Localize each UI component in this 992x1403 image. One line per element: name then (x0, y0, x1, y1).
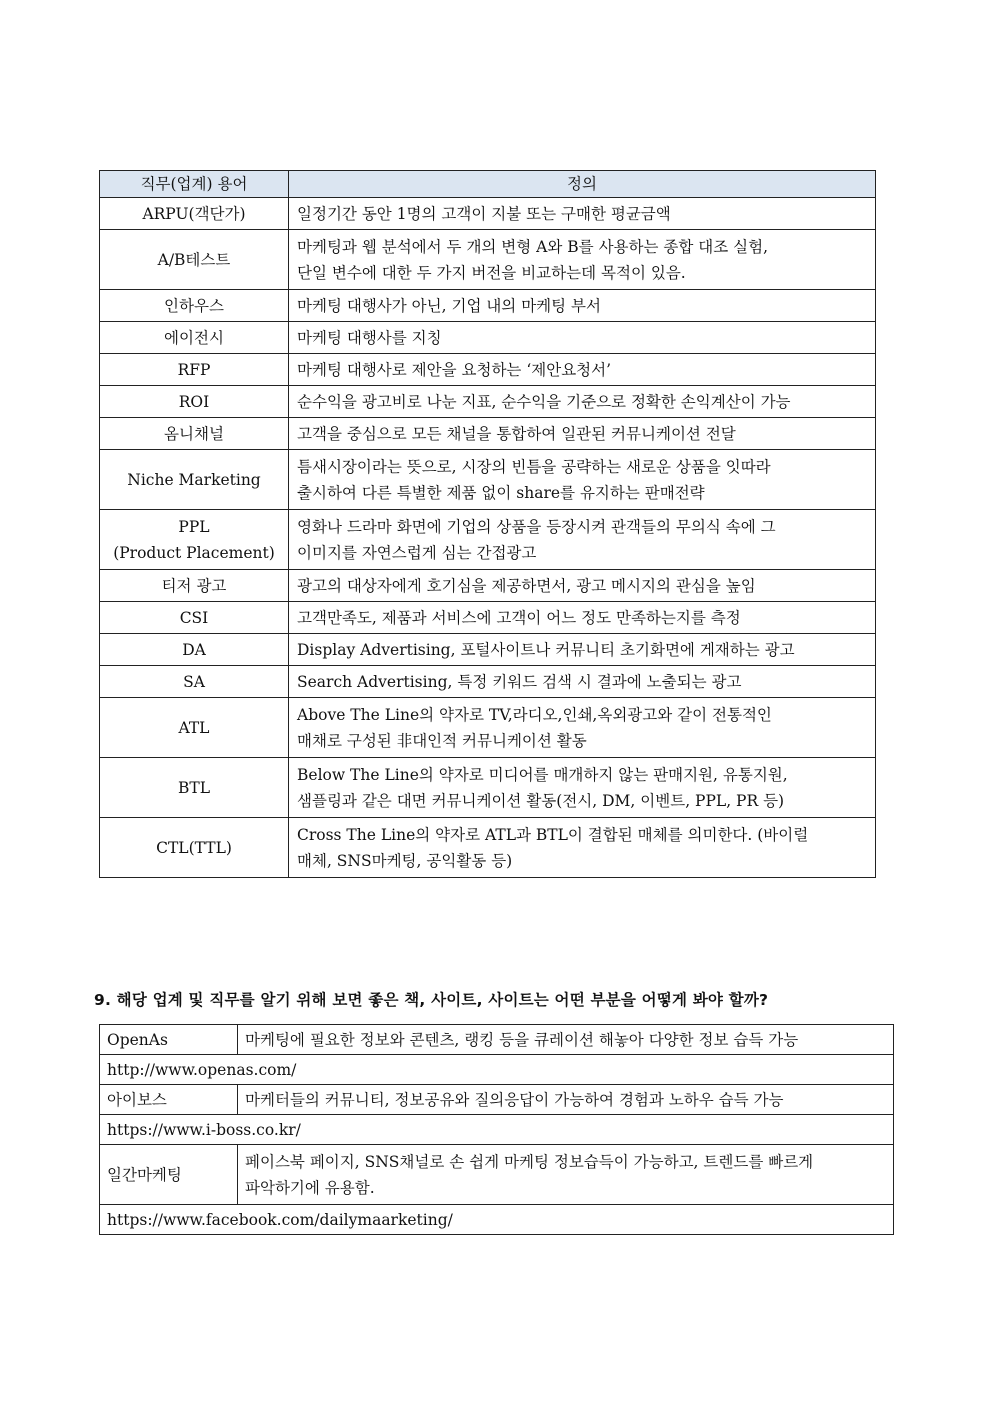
term-cell (100, 602, 289, 634)
definition-line: Below The Line의 약자로 미디어를 매개하지 않는 판매지원, 유통지원, (297, 765, 788, 784)
site-description (238, 1025, 894, 1055)
definition-line: Search Advertising, 특정 키워드 검색 시 결과에 노출되는 광고 (297, 672, 742, 691)
site-description-line: 마케터들의 커뮤니티, 정보공유와 질의응답이 가능하여 경험과 노하우 습득 가능 (245, 1090, 784, 1109)
definition-line: 매체, SNS마케팅, 공익활동 등) (297, 851, 513, 870)
site-url[interactable] (100, 1205, 894, 1235)
term-cell (100, 354, 289, 386)
site-url-link[interactable]: https://www.i-boss.co.kr/ (107, 1120, 301, 1139)
term-text: ATL (178, 718, 210, 737)
site-url[interactable] (100, 1115, 894, 1145)
site-description (238, 1145, 894, 1205)
term-cell (100, 666, 289, 698)
term-text: (Product Placement) (113, 543, 275, 562)
term-cell (100, 698, 289, 758)
term-row (100, 758, 876, 818)
definition-cell (289, 570, 876, 602)
term-text: BTL (177, 778, 211, 797)
site-row (100, 1145, 894, 1205)
site-url-row (100, 1205, 894, 1235)
site-description-line: 마케팅에 필요한 정보와 콘텐츠, 랭킹 등을 큐레이션 해놓아 다양한 정보 습득 가능 (245, 1030, 799, 1049)
term-row (100, 634, 876, 666)
header-term: 직무(업계) 용어 (100, 171, 289, 198)
sites-table (99, 1024, 894, 1235)
term-cell (100, 386, 289, 418)
term-cell (100, 818, 289, 878)
definition-line: Cross The Line의 약자로 ATL과 BTL이 결합된 매체를 의미한다. (바이럴 (297, 825, 809, 844)
term-row (100, 698, 876, 758)
term-row (100, 570, 876, 602)
terms-header-row (100, 171, 876, 198)
definition-cell (289, 818, 876, 878)
term-row (100, 418, 876, 450)
term-text: 티저 광고 (161, 576, 227, 595)
site-row (100, 1085, 894, 1115)
definition-cell (289, 450, 876, 510)
term-cell (100, 198, 289, 230)
term-cell (100, 758, 289, 818)
term-text: 인하우스 (164, 296, 224, 315)
term-cell (100, 290, 289, 322)
site-description-line: 페이스북 페이지, SNS채널로 손 쉽게 마케팅 정보습득이 가능하고, 트렌드를 빠르게 (245, 1152, 814, 1171)
definition-line: 틈새시장이라는 뜻으로, 시장의 빈틈을 공략하는 새로운 상품을 잇따라 (297, 457, 771, 476)
term-text: 옴니채널 (164, 424, 224, 443)
definition-line: Display Advertising, 포털사이트나 커뮤니티 초기화면에 게재하는 광고 (297, 640, 795, 659)
site-name: 아이보스 (100, 1085, 238, 1115)
term-row (100, 602, 876, 634)
term-text: ROI (178, 392, 210, 411)
definition-cell (289, 198, 876, 230)
term-row (100, 510, 876, 570)
definition-cell (289, 698, 876, 758)
definition-cell (289, 386, 876, 418)
site-name: 일간마케팅 (100, 1145, 238, 1205)
term-text: 에이전시 (164, 328, 224, 347)
definition-line: Above The Line의 약자로 TV,라디오,인쇄,옥외광고와 같이 전통적인 (297, 705, 772, 724)
term-row (100, 386, 876, 418)
terms-table (99, 170, 876, 878)
term-text: Niche Marketing (127, 470, 261, 489)
site-url[interactable] (100, 1055, 894, 1085)
definition-cell (289, 634, 876, 666)
term-text: CTL(TTL) (156, 838, 232, 857)
site-url-row (100, 1055, 894, 1085)
definition-line: 고객만족도, 제품과 서비스에 고객이 어느 정도 만족하는지를 측정 (297, 608, 741, 627)
section-heading: 9. 해당 업계 및 직무를 알기 위해 보면 좋은 책, 사이트, 사이트는 어떤 부분을 어떻게 봐야 할까? (94, 991, 769, 1009)
definition-line: 순수익을 광고비로 나눈 지표, 순수익을 기준으로 정확한 손익계산이 가능 (297, 392, 791, 411)
definition-line: 마케팅 대행사가 아닌, 기업 내의 마케팅 부서 (297, 296, 602, 315)
definition-cell (289, 230, 876, 290)
term-row (100, 322, 876, 354)
term-text: ARPU(객단가) (142, 204, 246, 223)
definition-cell (289, 602, 876, 634)
term-cell (100, 322, 289, 354)
definition-line: 일정기간 동안 1명의 고객이 지불 또는 구매한 평균금액 (297, 204, 671, 223)
definition-line: 이미지를 자연스럽게 심는 간접광고 (297, 543, 537, 562)
term-text: A/B테스트 (157, 250, 231, 269)
definition-cell (289, 758, 876, 818)
term-row (100, 198, 876, 230)
term-cell (100, 230, 289, 290)
term-text: SA (183, 672, 205, 691)
definition-line: 고객을 중심으로 모든 채널을 통합하여 일관된 커뮤니케이션 전달 (297, 424, 736, 443)
term-row (100, 818, 876, 878)
header-definition: 정의 (289, 171, 876, 198)
definition-line: 광고의 대상자에게 호기심을 제공하면서, 광고 메시지의 관심을 높임 (297, 576, 756, 595)
definition-cell (289, 322, 876, 354)
definition-cell (289, 418, 876, 450)
site-url-row (100, 1115, 894, 1145)
definition-line: 매채로 구성된 非대인적 커뮤니케이션 활동 (297, 731, 587, 750)
definition-cell (289, 354, 876, 386)
term-cell (100, 570, 289, 602)
site-description-line: 파악하기에 유용함. (245, 1178, 375, 1197)
definition-line: 샘플링과 같은 대면 커뮤니케이션 활동(전시, DM, 이벤트, PPL, PR 등) (297, 791, 785, 810)
site-url-link[interactable]: http://www.openas.com/ (107, 1060, 297, 1079)
definition-line: 마케팅과 웹 분석에서 두 개의 변형 A와 B를 사용하는 종합 대조 실험, (297, 237, 769, 256)
term-cell (100, 510, 289, 570)
site-url-link[interactable]: https://www.facebook.com/dailymaarketing/ (107, 1210, 453, 1229)
definition-line: 마케팅 대행사로 제안을 요청하는 ‘제안요청서’ (297, 360, 612, 379)
term-row (100, 230, 876, 290)
term-text: DA (182, 640, 206, 659)
site-row (100, 1025, 894, 1055)
term-text: RFP (177, 360, 211, 379)
definition-line: 출시하여 다른 특별한 제품 없이 share를 유지하는 판매전략 (297, 483, 705, 502)
term-cell (100, 634, 289, 666)
term-cell (100, 418, 289, 450)
term-text: PPL (178, 517, 210, 536)
term-row (100, 666, 876, 698)
definition-line: 단일 변수에 대한 두 가지 버전을 비교하는데 목적이 있음. (297, 263, 686, 282)
term-cell (100, 450, 289, 510)
term-row (100, 450, 876, 510)
definition-cell (289, 666, 876, 698)
term-row (100, 354, 876, 386)
term-text: CSI (179, 608, 209, 627)
definition-cell (289, 290, 876, 322)
term-row (100, 290, 876, 322)
definition-line: 영화나 드라마 화면에 기업의 상품을 등장시켜 관객들의 무의식 속에 그 (297, 517, 776, 536)
site-name: OpenAs (100, 1025, 238, 1055)
definition-line: 마케팅 대행사를 지칭 (297, 328, 442, 347)
definition-cell (289, 510, 876, 570)
site-description (238, 1085, 894, 1115)
